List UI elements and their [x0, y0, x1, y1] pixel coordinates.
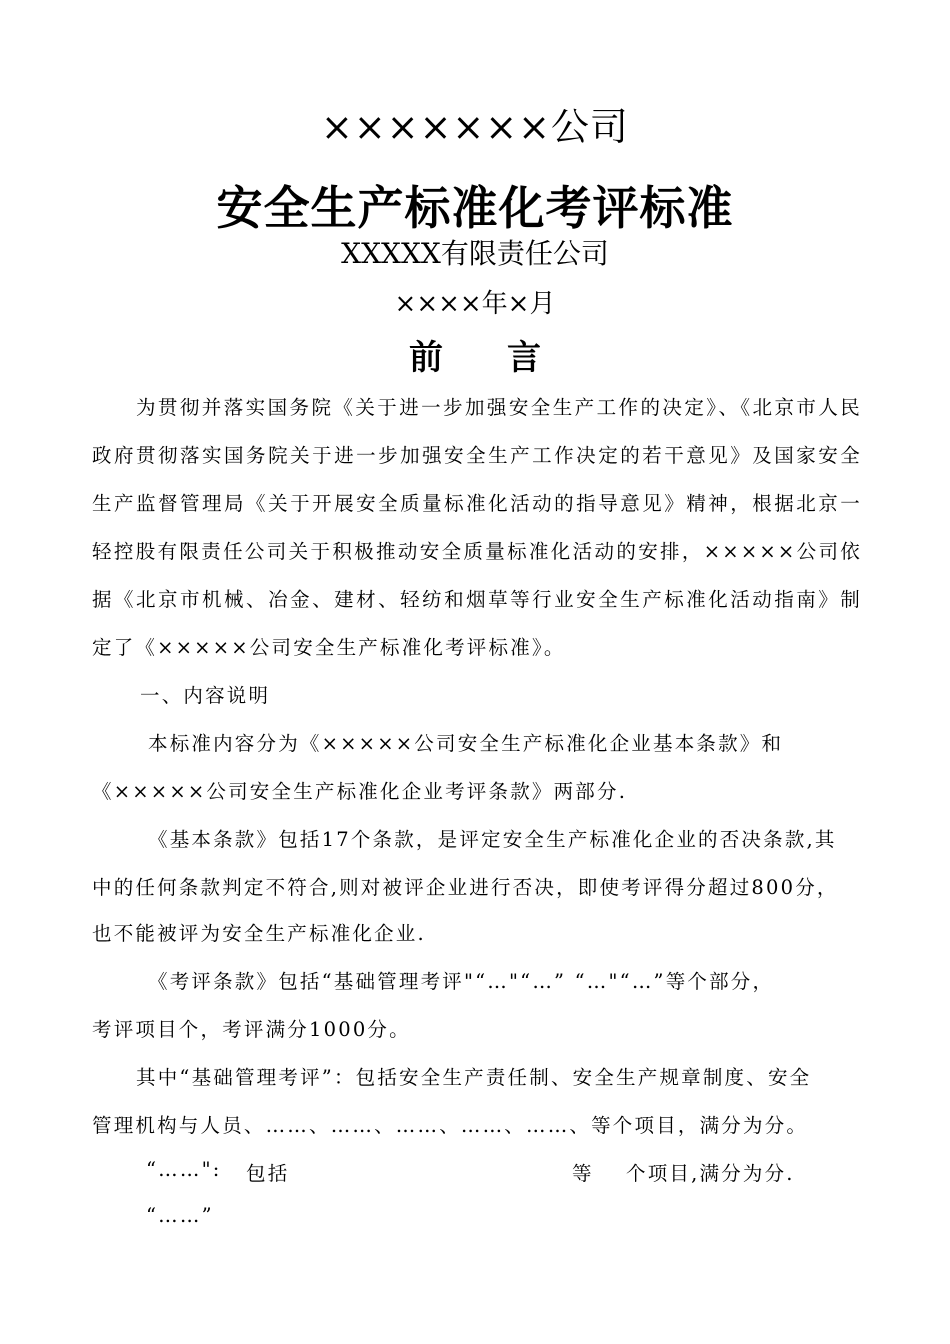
basic-management-paragraph-line: 其中“基础管理考评”：包括安全生产责任制、安全生产规章制度、安全: [136, 1066, 812, 1089]
basic-management-paragraph-line: 管理机构与人员、……、……、……、……、……、等个项目，满分为分。: [92, 1114, 809, 1137]
item-summary-text: 个项目,满分为分.: [626, 1162, 795, 1185]
content-paragraph-line: 《×××××公司安全生产标准化企业考评条款》两部分.: [92, 780, 628, 803]
preface-heading-left: 前: [409, 338, 443, 378]
preface-heading: [0, 330, 950, 379]
publisher-name: XXXXX有限责任公司: [341, 237, 609, 270]
publication-date: ××××年×月: [394, 289, 556, 319]
preface-paragraph: 为贯彻并落实国务院《关于进一步加强安全生产工作的决定》、《北京市人民政府贯彻落实国务院关于进一步加强安全生产工作决定的若干意见》及国家安全生产监督管理局《关于开展安全质量标准化活动的指导意见》精神，根据北京一轻控股有限责任公司关于积极推动安全质量标准化活动的安排，×××××公司依据《北京市机械、冶金、建材、轻纺和烟草等行业安全生产标准化活动指南》制定了《×××××公司安全生产标准化考评标准》。: [92, 396, 862, 659]
item-label: “……”: [146, 1204, 214, 1227]
item-label: “……":: [146, 1158, 222, 1181]
basic-clauses-paragraph-line: 《基本条款》包括17个条款，是评定安全生产标准化企业的否决条款,其: [148, 828, 837, 851]
content-paragraph-line: 本标准内容分为《×××××公司安全生产标准化企业基本条款》和: [148, 732, 784, 755]
evaluation-clauses-paragraph-line: 考评项目个，考评满分1000分。: [92, 1018, 411, 1041]
evaluation-clauses-paragraph-line: 《考评条款》包括“基础管理考评"“…"“…” “…"“…”等个部分，: [148, 970, 775, 993]
basic-clauses-paragraph-line: 也不能被评为安全生产标准化企业.: [92, 922, 426, 945]
company-name-heading: ×××××××公司: [321, 105, 629, 149]
item-etc-text: 等: [572, 1162, 594, 1185]
preface-heading-right: 言: [507, 338, 541, 378]
document-title: 安全生产标准化考评标准: [216, 181, 734, 235]
basic-clauses-paragraph-line: 中的任何条款判定不符合,则对被评企业进行否决，即使考评得分超过800分，: [92, 876, 839, 899]
item-includes-text: 包括: [246, 1162, 290, 1185]
section-heading-content-description: 一、内容说明: [140, 684, 271, 707]
